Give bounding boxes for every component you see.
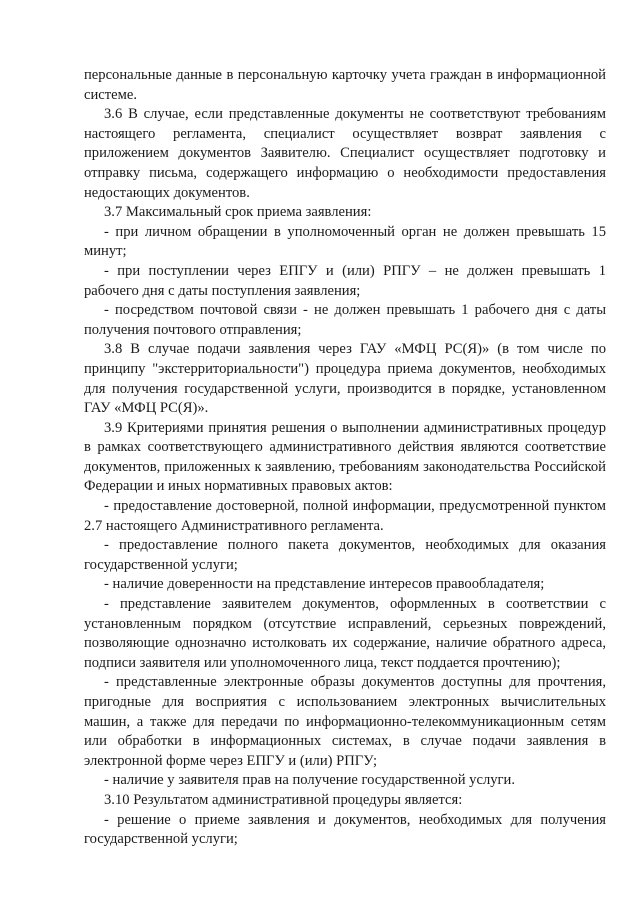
list-item: - решение о приеме заявления и документов, необходимых для получения государственной услуги; <box>84 811 606 848</box>
paragraph-3-9: 3.9 Критериями принятия решения о выполнении административных процедур в рамках соответствующего административного действия являются соответствие документов, приложенных к заявлению, требованиям законодательства Российской Федерации и иных нормативных правовых актов: <box>84 419 606 495</box>
list-item: - наличие доверенности на представление интересов правообладателя; <box>104 576 545 593</box>
list-item: - посредством почтовой связи - не должен превышать 1 рабочего дня с даты получения почтового отправления; <box>84 302 606 338</box>
list-item: - наличие у заявителя прав на получение государственной услуги. <box>104 772 515 789</box>
paragraph-3-10: 3.10 Результатом административной процедуры является: <box>104 791 463 808</box>
list-item: - предоставление достоверной, полной информации, предусмотренной пунктом 2.7 настоящего Административного регламента. <box>84 498 606 534</box>
list-item: - предоставление полного пакета документов, необходимых для оказания государственной услуги; <box>84 537 606 573</box>
paragraph-continuation: персональные данные в персональную карточку учета граждан в информационной системе. <box>84 67 606 103</box>
list-item: - представление заявителем документов, оформленных в соответствии с установленным порядком (отсутствие исправлений, серьезных повреждений, позволяющие однозначно истолковать их содержание, наличие обратного адреса, подписи заявителя или уполномоченного лица, текст поддается прочтению); <box>84 596 606 671</box>
paragraph-3-7: 3.7 Максимальный срок приема заявления: <box>104 204 372 221</box>
paragraph-3-8: 3.8 В случае подачи заявления через ГАУ «МФЦ РС(Я)» (в том числе по принципу "экстерриториальности") процедура приема документов, необходимых для получения государственной услуги, производится в порядке, установленном ГАУ «МФЦ РС(Я)». <box>84 341 606 417</box>
list-item: - при поступлении через ЕПГУ и (или) РПГУ – не должен превышать 1 рабочего дня с даты поступления заявления; <box>84 262 606 299</box>
list-item: - при личном обращении в уполномоченный орган не должен превышать 15 минут; <box>84 223 606 260</box>
paragraph-3-6: 3.6 В случае, если представленные документы не соответствуют требованиям настоящего регламента, специалист осуществляет возврат заявления с приложением документов Заявителю. Специалист осуществляет подготовку и отправку письма, содержащего информацию о необходимости предоставления недостающих документов. <box>84 106 606 201</box>
list-item: - представленные электронные образы документов доступны для прочтения, пригодные для восприятия с использованием электронных вычислительных машин, а также для передачи по информационно-телекоммуникационным сетям или обработки в информационных системах, в случае подачи заявления в электронной форме через ЕПГУ и (или) РПГУ; <box>84 674 606 769</box>
